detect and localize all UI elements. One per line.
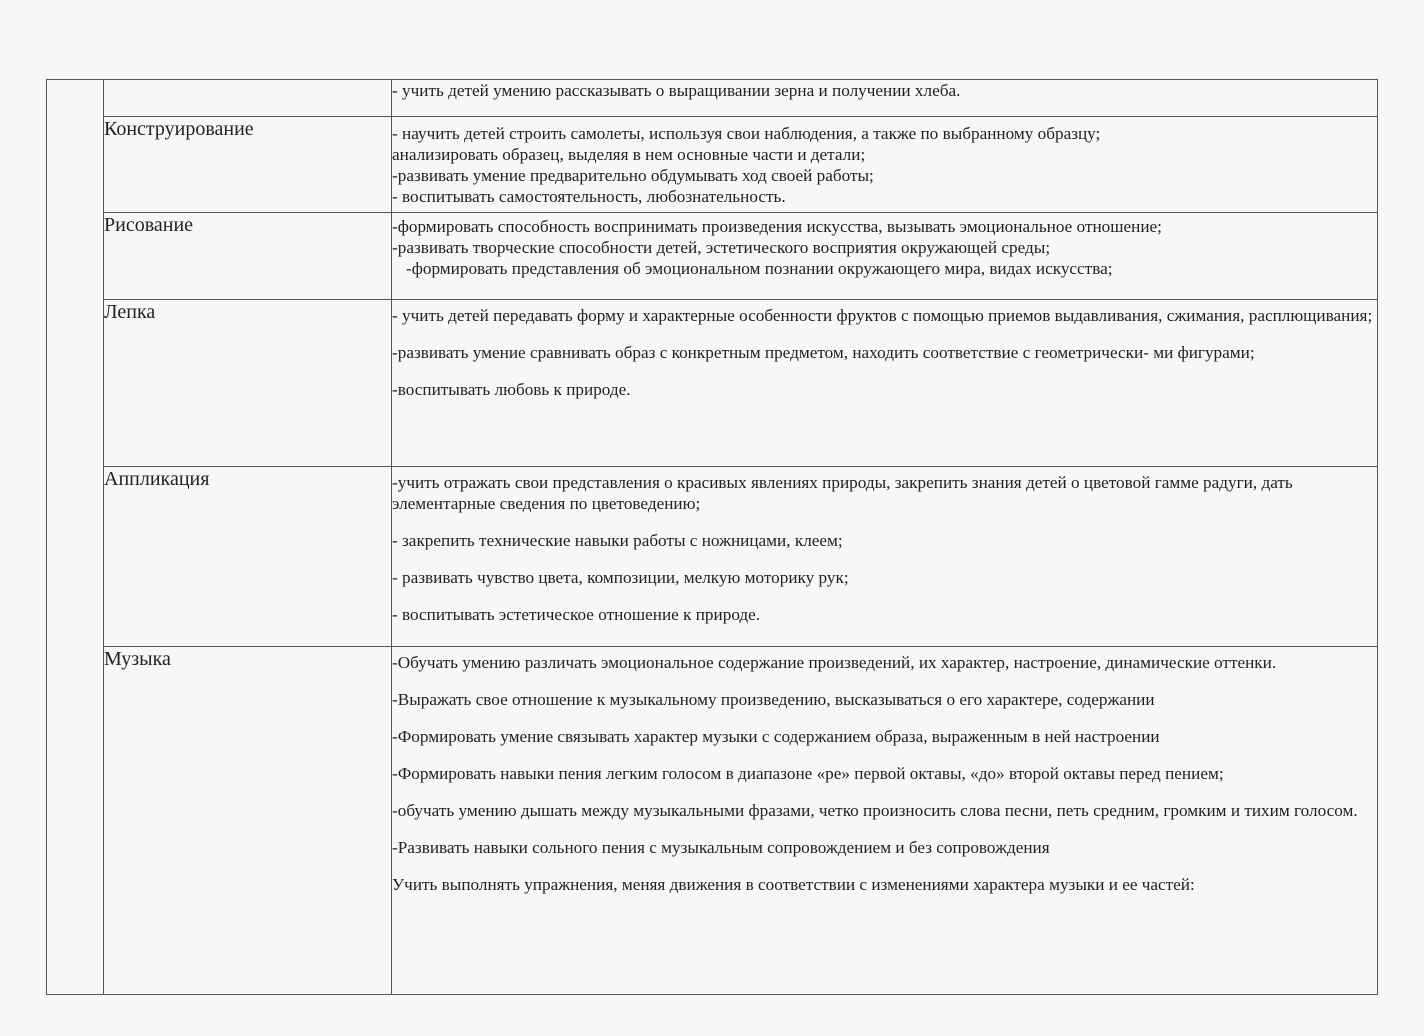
goal-item: - развивать чувство цвета, композиции, мелкую моторику рук;: [392, 568, 849, 587]
goal-item: - учить детей умению рассказывать о выращивании зерна и получении хлеба.: [392, 81, 961, 100]
goals-cell: [392, 80, 1378, 117]
goals-cell: [392, 467, 1378, 647]
goal-item: -Формировать навыки пения легким голосом в диапазоне «ре» первой октавы, «до» второй октавы перед пением;: [392, 764, 1224, 783]
goal-item: -формировать способность воспринимать произведения искусства, вызывать эмоциональное отношение;: [392, 217, 1162, 236]
goals-cell: [392, 647, 1378, 995]
goal-item: -обучать умению дышать между музыкальными фразами, четко произносить слова песни, петь средним, громким и тихим голосом.: [392, 801, 1358, 820]
goals-cell: [392, 213, 1378, 300]
area-cell: Аппликация: [104, 467, 392, 647]
goal-item: -развивать творческие способности детей, эстетического восприятия окружающей среды;: [392, 238, 1051, 257]
goal-item: -формировать представления об эмоциональном познании окружающего мира, видах искусства;: [406, 259, 1113, 278]
goal-item: -Формировать умение связывать характер музыки с содержанием образа, выраженным в ней настроении: [392, 727, 1160, 746]
goal-item: - закрепить технические навыки работы с ножницами, клеем;: [392, 531, 843, 550]
goal-item: -Развивать навыки сольного пения с музыкальным сопровождением и без сопровождения: [392, 838, 1050, 857]
goal-item: анализировать образец, выделяя в нем основные части и детали;: [392, 145, 866, 164]
goal-item: - воспитывать самостоятельность, любознательность.: [392, 187, 786, 206]
curriculum-table: [46, 79, 1378, 995]
area-cell: Лепка: [104, 300, 392, 467]
area-cell: Конструирование: [104, 117, 392, 213]
goal-item: Учить выполнять упражнения, меняя движения в соответствии с изменениями характера музыки и ее частей:: [392, 875, 1195, 894]
area-cell: Музыка: [104, 647, 392, 995]
goal-item: -учить отражать свои представления о красивых явлениях природы, закрепить знания детей о цветовой гамме радуги, дать элементарные сведения по цветоведению;: [392, 473, 1293, 513]
area-cell: Рисование: [104, 213, 392, 300]
table-row: [47, 117, 1378, 213]
goals-cell: [392, 117, 1378, 213]
goal-item: - воспитывать эстетическое отношение к природе.: [392, 605, 761, 624]
table-row: [47, 213, 1378, 300]
goal-item: - учить детей передавать форму и характерные особенности фруктов с помощью приемов выдавливания, сжимания, расплющивания;: [392, 306, 1373, 325]
goal-item: -развивать умение сравнивать образ с конкретным предметом, находить соответствие с геометрически- ми фигурами;: [392, 343, 1255, 362]
table-row: [47, 80, 1378, 117]
table-row: [47, 647, 1378, 995]
goal-item: -воспитывать любовь к природе.: [392, 380, 631, 399]
goal-item: -Выражать свое отношение к музыкальному произведению, высказываться о его характере, содержании: [392, 690, 1155, 709]
goals-cell: [392, 300, 1378, 467]
goal-item: -развивать умение предварительно обдумывать ход своей работы;: [392, 166, 874, 185]
table-row: [47, 300, 1378, 467]
goal-item: - научить детей строить самолеты, используя свои наблюдения, а также по выбранному образцу;: [392, 124, 1101, 143]
table-row: [47, 467, 1378, 647]
area-cell: [104, 80, 392, 117]
left-margin-cell: [47, 80, 104, 995]
goal-item: -Обучать умению различать эмоциональное содержание произведений, их характер, настроение, динамические оттенки.: [392, 653, 1277, 672]
